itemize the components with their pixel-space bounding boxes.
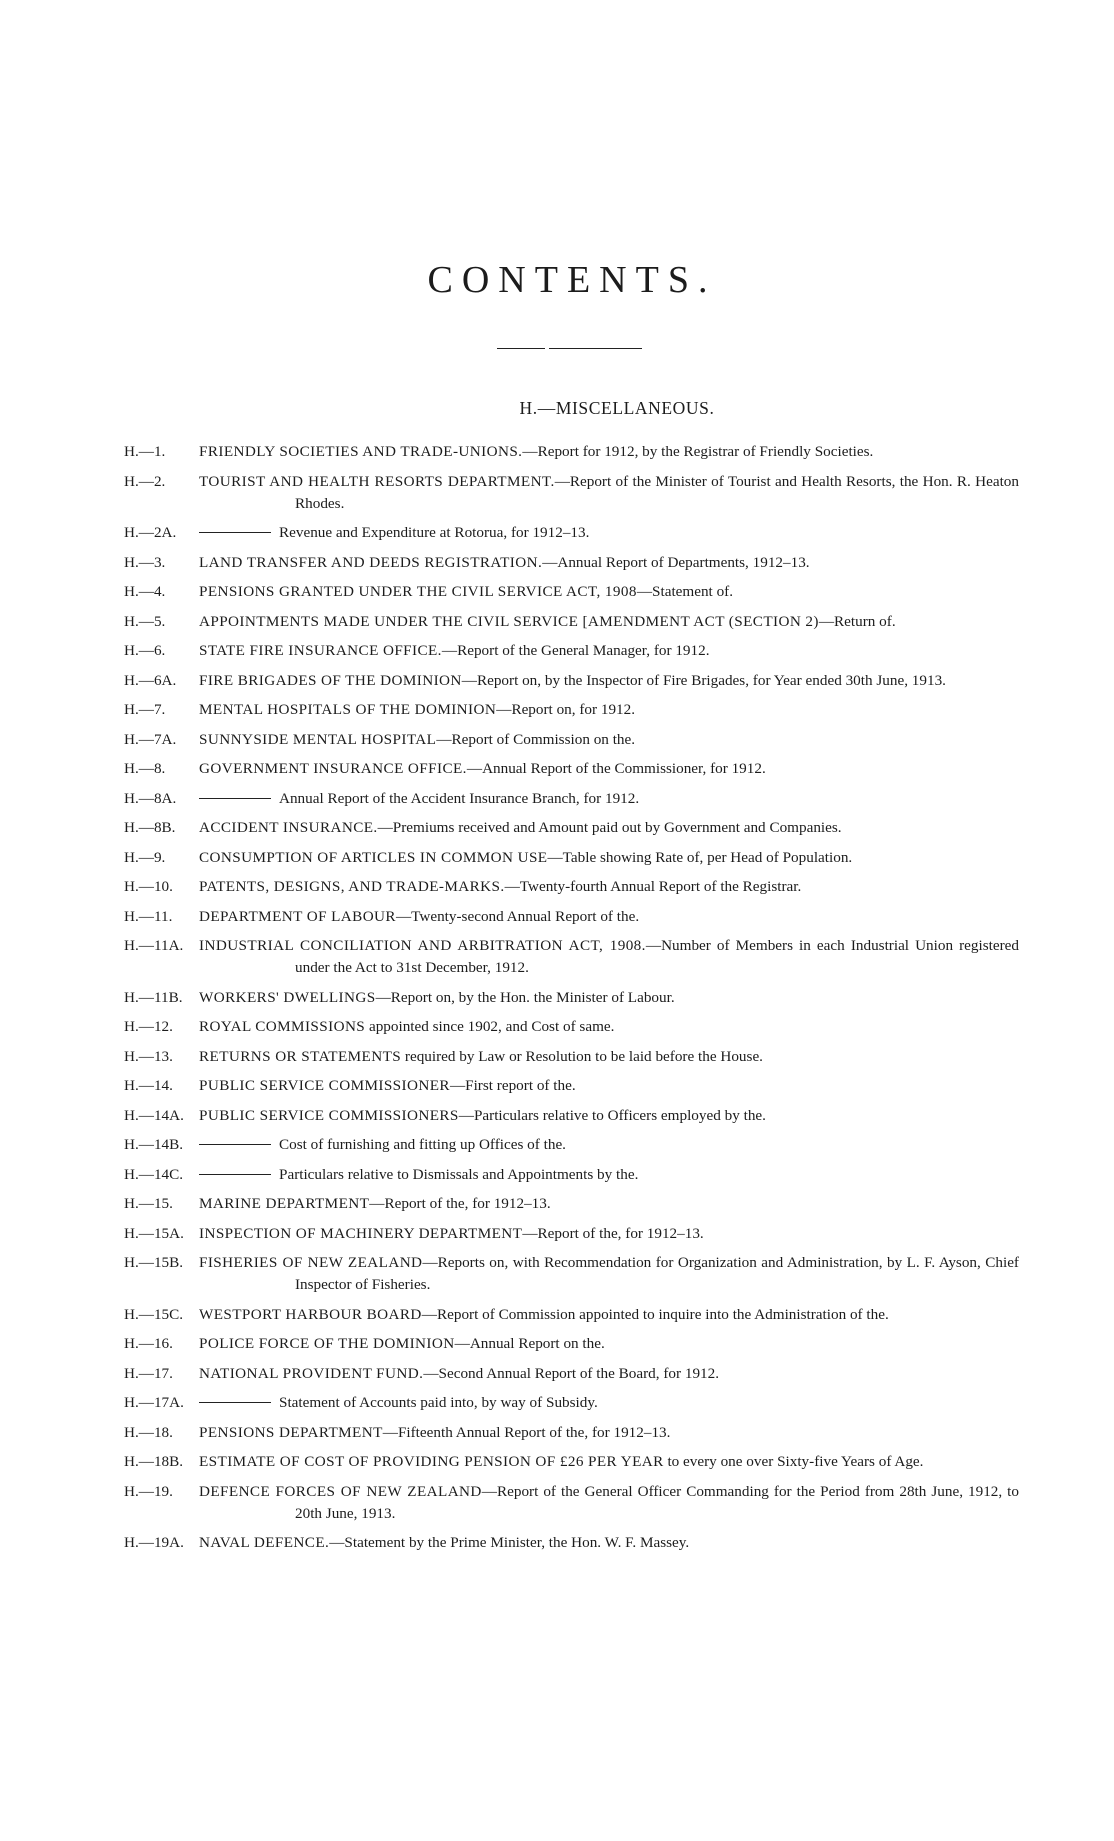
ditto-dash	[199, 798, 271, 799]
entry-description	[199, 1532, 1019, 1554]
entry-code: H.—14C.	[124, 1165, 184, 1183]
entry-text: —Fifteenth Annual Report of the, for 1912–13.	[382, 1423, 671, 1441]
entry-code: H.—9.	[124, 848, 166, 866]
contents-entry	[124, 1363, 1019, 1385]
entry-description	[199, 906, 1019, 928]
entry-code: H.—6.	[124, 642, 166, 659]
entry-heading: STATE FIRE INSURANCE OFFICE.	[199, 642, 442, 659]
contents-entry	[124, 552, 1019, 574]
contents-entry	[124, 1252, 1019, 1296]
entry-text: Cost of furnishing and fitting up Offices of the.	[279, 1136, 566, 1153]
entry-code: H.—18B.	[124, 1453, 184, 1470]
entry-code: H.—14B.	[124, 1136, 184, 1153]
entry-description	[199, 441, 1019, 463]
contents-entry	[124, 1532, 1019, 1554]
entry-text: —Report on, for 1912.	[496, 701, 636, 718]
entry-text: to every one over Sixty-five Years of Age.	[663, 1453, 924, 1470]
entry-text: —Number of Members in each Industrial Union registered under the Act to 31st December, 1912.	[295, 937, 1020, 976]
contents-entry	[124, 1451, 1019, 1473]
entry-description	[199, 1304, 1019, 1326]
contents-entry	[124, 611, 1019, 633]
entry-heading: CONSUMPTION OF ARTICLES IN COMMON USE	[199, 848, 548, 866]
entry-code: H.—19A.	[124, 1534, 184, 1551]
entry-text: Annual Report of the Accident Insurance Branch, for 1912.	[279, 789, 640, 807]
entry-heading: WORKERS' DWELLINGS	[199, 988, 376, 1006]
contents-entry	[124, 699, 1019, 721]
entry-text: —Report of the, for 1912–13.	[369, 1195, 551, 1212]
entry-code: H.—17.	[124, 1364, 173, 1382]
entry-code: H.—5.	[124, 612, 166, 630]
entry-heading: PUBLIC SERVICE COMMISSIONER	[199, 1077, 450, 1094]
entry-description	[199, 1223, 1019, 1245]
entry-heading: POLICE FORCE OF THE DOMINION	[199, 1335, 455, 1352]
entry-text: —Twenty-fourth Annual Report of the Registrar.	[504, 878, 802, 895]
entry-code: H.—8.	[124, 760, 166, 777]
entry-code: H.—10.	[124, 878, 173, 895]
entry-description	[199, 1252, 1019, 1296]
entry-text: —Annual Report on the.	[454, 1335, 605, 1352]
entry-text: —Report of the Minister of Tourist and Health Resorts, the Hon. R. Heaton Rhodes.	[295, 472, 1019, 512]
entry-code: H.—15C.	[124, 1305, 184, 1323]
entry-code: H.—4.	[124, 583, 166, 600]
entry-heading: GOVERNMENT INSURANCE OFFICE.	[199, 760, 467, 777]
entry-code: H.—12.	[124, 1018, 173, 1035]
entry-description	[199, 1046, 1019, 1068]
entry-text: —Report of Commission appointed to inquire into the Administration of the.	[421, 1305, 889, 1323]
entry-description	[199, 758, 1019, 780]
contents-entry	[124, 1223, 1019, 1245]
entry-code: H.—15A.	[124, 1224, 184, 1242]
title-rule-left	[497, 348, 545, 349]
entry-code: H.—13.	[124, 1047, 173, 1065]
contents-entry	[124, 640, 1019, 662]
entry-code: H.—3.	[124, 553, 166, 571]
entry-description	[199, 1075, 1019, 1097]
entry-heading: PUBLIC SERVICE COMMISSIONERS	[199, 1106, 459, 1124]
entry-text: —Report of Commission on the.	[436, 730, 636, 748]
entry-text: —Report of the General Manager, for 1912.	[441, 642, 710, 659]
entry-text: Statement of Accounts paid into, by way of Subsidy.	[279, 1394, 598, 1411]
entry-text: —Report of the, for 1912–13.	[522, 1224, 704, 1242]
contents-entry	[124, 876, 1019, 898]
ditto-dash	[199, 1174, 271, 1175]
entry-heading: DEPARTMENT OF LABOUR	[199, 907, 396, 925]
entry-description	[199, 1422, 1019, 1444]
contents-entry	[124, 522, 1019, 544]
contents-entry	[124, 729, 1019, 751]
entry-code: H.—11.	[124, 907, 173, 925]
entry-description	[199, 987, 1019, 1009]
entry-text: —Report on, by the Inspector of Fire Brigades, for Year ended 30th June, 1913.	[461, 671, 946, 689]
contents-entry	[124, 670, 1019, 692]
entry-text: —Annual Report of Departments, 1912–13.	[542, 553, 810, 571]
entry-heading: LAND TRANSFER AND DEEDS REGISTRATION.	[199, 553, 543, 571]
ditto-dash	[199, 1402, 271, 1403]
entry-description	[199, 1481, 1019, 1525]
contents-entry	[124, 1075, 1019, 1097]
contents-entry	[124, 1105, 1019, 1127]
entry-code: H.—8A.	[124, 789, 177, 807]
entry-heading: FIRE BRIGADES OF THE DOMINION	[199, 671, 462, 689]
entry-heading: TOURIST AND HEALTH RESORTS DEPARTMENT.	[199, 472, 555, 490]
entry-code: H.—14.	[124, 1077, 173, 1094]
contents-entry	[124, 1392, 1019, 1414]
entry-text: —Twenty-second Annual Report of the.	[395, 907, 640, 925]
entry-text: —Statement by the Prime Minister, the Hon. W. F. Massey.	[329, 1534, 690, 1551]
entry-text: —Table showing Rate of, per Head of Population.	[547, 848, 853, 866]
entry-heading: PATENTS, DESIGNS, AND TRADE-MARKS.	[199, 878, 505, 895]
entry-code: H.—11B.	[124, 988, 183, 1006]
entry-text: —Return of.	[818, 612, 896, 630]
entry-text: required by Law or Resolution to be laid before the House.	[401, 1047, 763, 1065]
entry-code: H.—7.	[124, 701, 166, 718]
entry-heading: ACCIDENT INSURANCE.	[199, 819, 378, 836]
entry-description	[199, 1164, 1019, 1186]
entry-description	[199, 817, 1019, 839]
entry-text: —Annual Report of the Commissioner, for 1912.	[466, 760, 766, 777]
entry-description	[199, 1105, 1019, 1127]
entry-description	[199, 670, 1019, 692]
entry-heading: FISHERIES OF NEW ZEALAND	[199, 1254, 423, 1271]
entry-description	[199, 1016, 1019, 1038]
entry-heading: INDUSTRIAL CONCILIATION AND ARBITRATION ACT, 1908.	[199, 937, 646, 954]
entry-code: H.—8B.	[124, 819, 176, 836]
entry-heading: WESTPORT HARBOUR BOARD	[199, 1305, 422, 1323]
contents-entry	[124, 581, 1019, 603]
entry-heading: MARINE DEPARTMENT	[199, 1195, 370, 1212]
contents-entry	[124, 1134, 1019, 1156]
contents-entry	[124, 1016, 1019, 1038]
entry-code: H.—11A.	[124, 937, 184, 954]
entry-description	[199, 552, 1019, 574]
entry-description	[199, 1134, 1019, 1156]
entry-description	[199, 1363, 1019, 1385]
entry-heading: NAVAL DEFENCE.	[199, 1534, 330, 1551]
entry-code: H.—15.	[124, 1195, 173, 1212]
contents-entry	[124, 987, 1019, 1009]
entry-code: H.—7A.	[124, 730, 177, 748]
contents-entry	[124, 1046, 1019, 1068]
entry-description	[199, 1333, 1019, 1355]
entry-heading: PENSIONS DEPARTMENT	[199, 1423, 383, 1441]
entry-heading: ROYAL COMMISSIONS	[199, 1018, 366, 1035]
entry-code: H.—14A.	[124, 1106, 184, 1124]
entry-text: —Second Annual Report of the Board, for 1912.	[423, 1364, 720, 1382]
entry-text: appointed since 1902, and Cost of same.	[365, 1018, 615, 1035]
entry-description	[199, 699, 1019, 721]
entry-code: H.—19.	[124, 1482, 173, 1500]
contents-entry	[124, 847, 1019, 869]
entry-code: H.—16.	[124, 1335, 173, 1352]
contents-entry	[124, 758, 1019, 780]
entry-code: H.—2.	[124, 472, 166, 490]
ditto-dash	[199, 532, 271, 533]
entry-code: H.—2A.	[124, 524, 177, 541]
contents-entry	[124, 1164, 1019, 1186]
entry-text: —Particulars relative to Officers employed by the.	[458, 1106, 766, 1124]
entry-code: H.—15B.	[124, 1254, 184, 1271]
entry-code: H.—1.	[124, 443, 166, 460]
entry-text: —Premiums received and Amount paid out by Government and Companies.	[377, 819, 842, 836]
contents-entry	[124, 906, 1019, 928]
contents-entry	[124, 935, 1019, 979]
ditto-dash	[199, 1144, 271, 1145]
title-rule-right	[549, 348, 642, 349]
contents-entry	[124, 1193, 1019, 1215]
section-heading: H.—MISCELLANEOUS.	[519, 398, 715, 418]
contents-entry	[124, 1333, 1019, 1355]
page-title: CONTENTS.	[427, 259, 717, 301]
entry-heading: FRIENDLY SOCIETIES AND TRADE-UNIONS.	[199, 443, 523, 460]
contents-entry	[124, 1304, 1019, 1326]
contents-entry	[124, 441, 1019, 463]
entry-heading: RETURNS OR STATEMENTS	[199, 1047, 402, 1065]
entry-description	[199, 640, 1019, 662]
entry-description	[199, 1193, 1019, 1215]
entry-heading: SUNNYSIDE MENTAL HOSPITAL	[199, 730, 437, 748]
contents-entry	[124, 471, 1019, 515]
entry-description	[199, 522, 1019, 544]
entry-text: —Statement of.	[636, 583, 734, 600]
entry-text: Particulars relative to Dismissals and Appointments by the.	[279, 1165, 639, 1183]
entry-description	[199, 1451, 1019, 1473]
entry-heading: APPOINTMENTS MADE UNDER THE CIVIL SERVICE [AMENDMENT ACT (SECTION 2)	[199, 612, 819, 630]
entry-heading: PENSIONS GRANTED UNDER THE CIVIL SERVICE ACT, 1908	[199, 583, 637, 600]
entry-heading: DEFENCE FORCES OF NEW ZEALAND	[199, 1482, 482, 1500]
contents-entry	[124, 817, 1019, 839]
entry-heading: MENTAL HOSPITALS OF THE DOMINION	[199, 701, 497, 718]
entry-description	[199, 1392, 1019, 1414]
contents-entry	[124, 1422, 1019, 1444]
entry-text: —Report of the General Officer Commanding for the Period from 28th June, 1912, to 20th June, 1913.	[295, 1482, 1019, 1522]
entry-code: H.—17A.	[124, 1394, 184, 1411]
entry-description	[199, 729, 1019, 751]
entry-code: H.—6A.	[124, 671, 177, 689]
entry-text: —Report for 1912, by the Registrar of Friendly Societies.	[522, 443, 874, 460]
entry-description	[199, 581, 1019, 603]
entry-text: —Report on, by the Hon. the Minister of Labour.	[375, 988, 675, 1006]
entry-description	[199, 935, 1019, 979]
contents-entry	[124, 788, 1019, 810]
entry-code: H.—18.	[124, 1423, 173, 1441]
contents-list	[124, 441, 1019, 1562]
entry-heading: ESTIMATE OF COST OF PROVIDING PENSION OF £26 PER YEAR	[199, 1453, 664, 1470]
entry-text: Revenue and Expenditure at Rotorua, for 1912–13.	[279, 524, 590, 541]
entry-heading: INSPECTION OF MACHINERY DEPARTMENT	[199, 1224, 523, 1242]
entry-description	[199, 788, 1019, 810]
entry-text: —Reports on, with Recommendation for Organization and Administration, by L. F. Ayson, Chief Inspector of Fisheries.	[295, 1254, 1019, 1293]
contents-entry	[124, 1481, 1019, 1525]
entry-text: —First report of the.	[449, 1077, 576, 1094]
entry-description	[199, 876, 1019, 898]
entry-description	[199, 611, 1019, 633]
entry-description	[199, 847, 1019, 869]
entry-description	[199, 471, 1019, 515]
entry-heading: NATIONAL PROVIDENT FUND.	[199, 1364, 424, 1382]
